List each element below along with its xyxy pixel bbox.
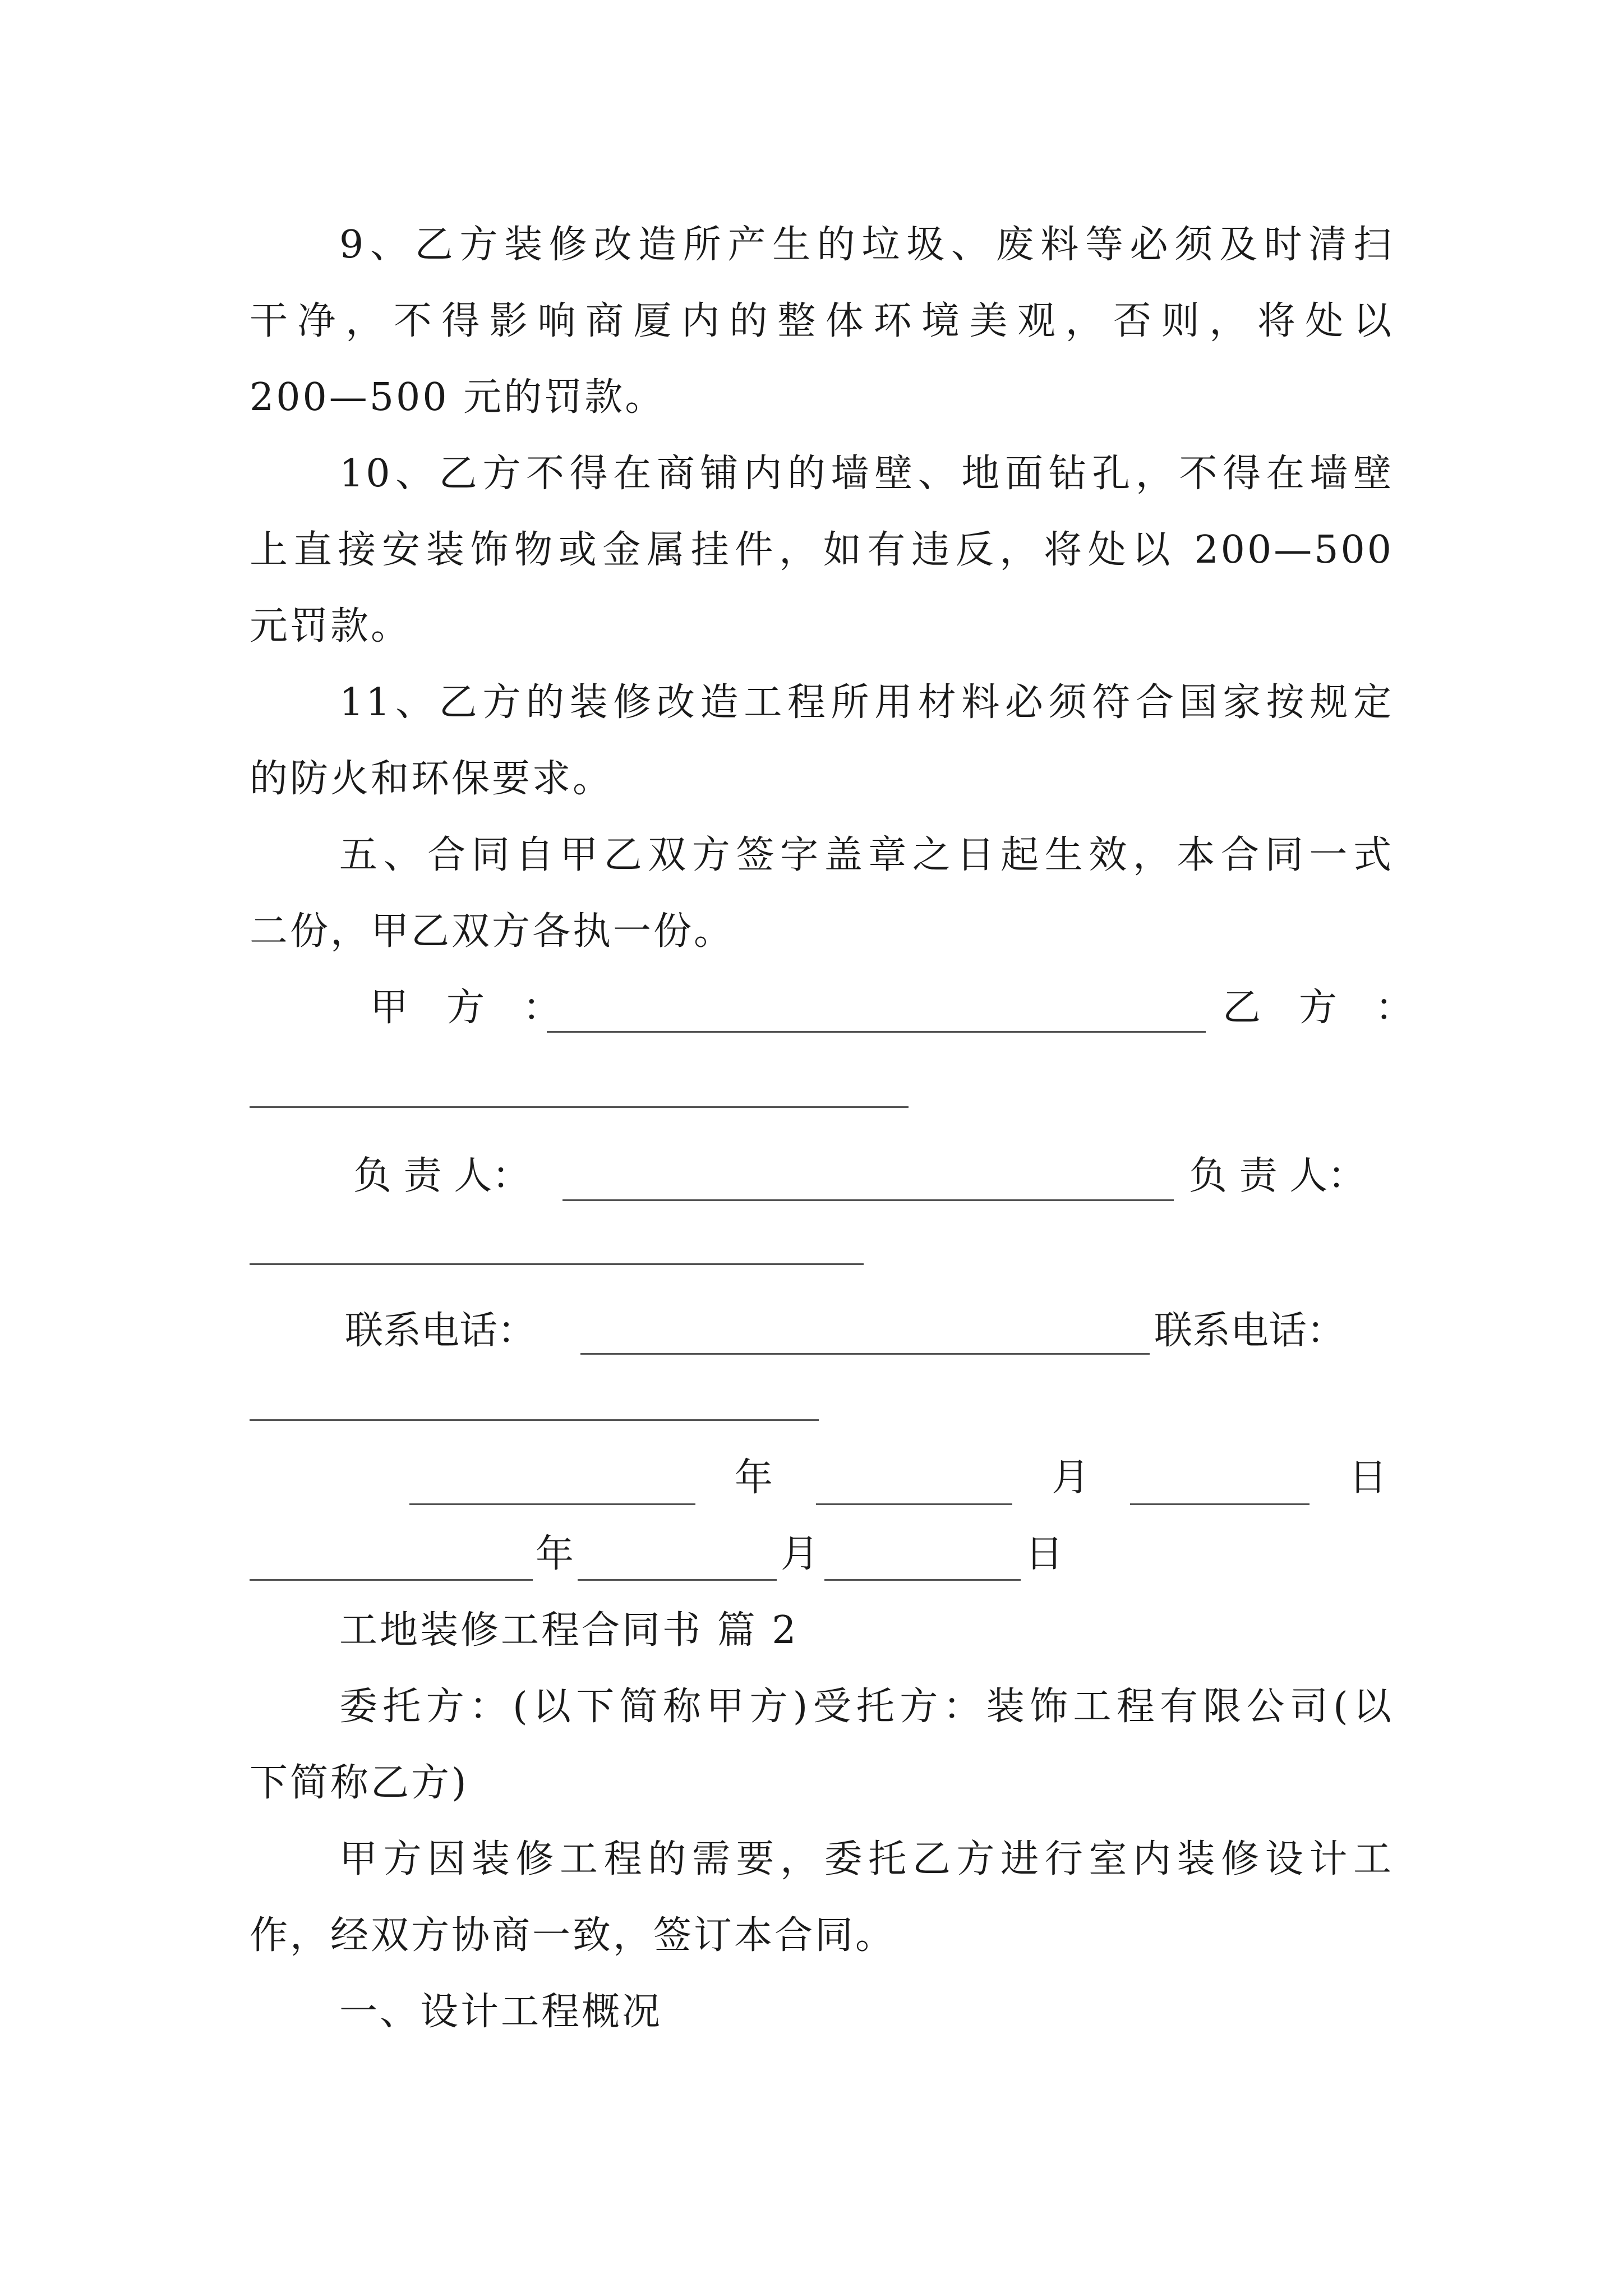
clause-5-line-2: 二份，甲乙双方各执一份。 (250, 909, 735, 954)
date-b-month-label: 月 (781, 1532, 819, 1576)
design-overview-heading: 一、设计工程概况 (339, 1990, 663, 2034)
client-line-2: 下简称乙方) (250, 1761, 469, 1805)
date-a-year-label: 年 (735, 1456, 773, 1500)
date-b-day-line (824, 1579, 1021, 1581)
person-b-signature-line (250, 1263, 864, 1265)
clause-10-line-2: 上直接安装饰物或金属挂件，如有违反，将处以 200—500 (250, 528, 1394, 572)
phone-a-label: 联系电话： (345, 1309, 536, 1353)
clause-10-line-1: 10、乙方不得在商铺内的墙壁、地面钻孔，不得在墙壁 (339, 452, 1394, 496)
clause-11-line-2: 的防火和环保要求。 (250, 757, 614, 801)
date-a-day-line (1130, 1503, 1310, 1505)
intro-line-2: 作，经双方协商一致，签订本合同。 (250, 1913, 896, 1958)
phone-b-line (250, 1419, 819, 1421)
date-a-month-line (816, 1503, 1012, 1505)
date-a-month-label: 月 (1052, 1456, 1090, 1500)
clause-11-line-1: 11、乙方的装修改造工程所用材料必须符合国家按规定 (339, 680, 1394, 725)
date-b-day-label: 日 (1025, 1532, 1064, 1576)
date-a-day-label: 日 (1349, 1456, 1387, 1500)
clause-10-line-3: 元罚款。 (250, 604, 412, 648)
clause-9-line-2: 干净，不得影响商厦内的整体环境美观，否则，将处以 (250, 299, 1394, 343)
date-a-year-line (409, 1503, 695, 1505)
section-2-heading: 工地装修工程合同书 篇 2 (339, 1608, 799, 1653)
party-b-signature-line (250, 1106, 909, 1108)
party-a-label: 甲 方 ： (370, 986, 561, 1030)
clause-5-line-1: 五、合同自甲乙双方签字盖章之日起生效，本合同一式 (339, 833, 1394, 877)
person-a-label: 负 责 人： (353, 1154, 531, 1198)
phone-b-label: 联系电话： (1154, 1309, 1345, 1353)
client-line-1: 委托方：(以下简称甲方)受托方：装饰工程有限公司(以 (339, 1685, 1394, 1729)
clause-9-line-1: 9、乙方装修改造所产生的垃圾、废料等必须及时清扫 (339, 223, 1394, 267)
party-b-label: 乙 方 ： (1223, 986, 1414, 1030)
person-a-signature-line (562, 1199, 1174, 1201)
person-b-label: 负 责 人： (1189, 1154, 1366, 1198)
party-a-signature-line (547, 1031, 1206, 1033)
date-b-year-line (250, 1579, 533, 1581)
clause-9-line-3: 200—500 元的罚款。 (250, 375, 666, 420)
phone-a-line (580, 1353, 1150, 1355)
date-b-year-label: 年 (536, 1532, 574, 1576)
intro-line-1: 甲方因装修工程的需要，委托乙方进行室内装修设计工 (339, 1837, 1394, 1881)
date-b-month-line (578, 1579, 777, 1581)
